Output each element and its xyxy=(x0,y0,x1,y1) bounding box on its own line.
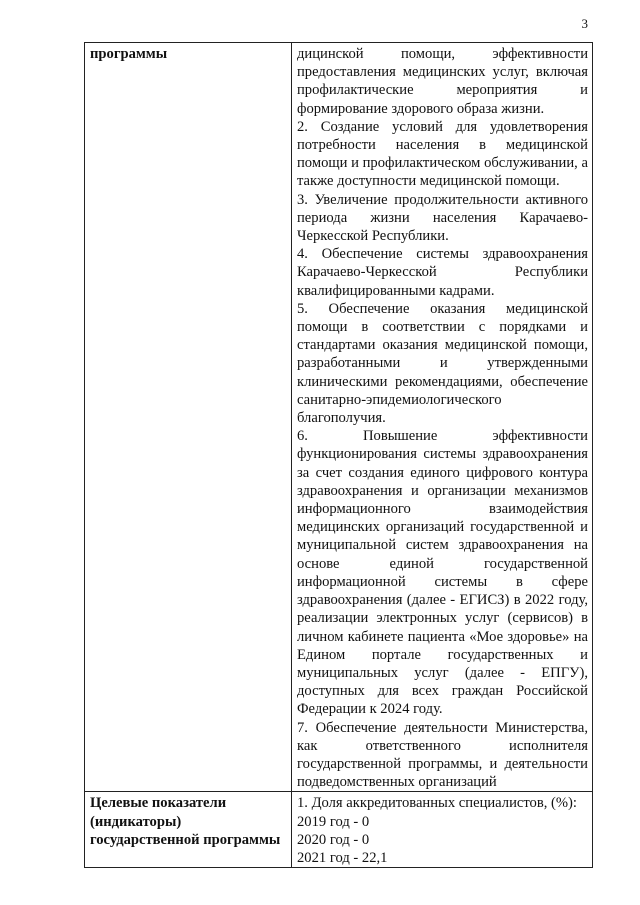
list-item: 2020 год - 0 xyxy=(297,831,370,848)
list-item: 1. Доля аккредитованных специалистов, (%): xyxy=(297,795,577,812)
list-item: 2019 год - 0 xyxy=(297,813,370,830)
list-item: 5. Обеспечение оказания медицинской помощи в соответствии с порядками и стандартами оказания медицинской помощи, разработанными и утвержденными клиническими рекомендациями, обеспечение санитарно-эпидемиологического благополучия. xyxy=(297,300,588,427)
list-item: 6. Повышение эффективности функционирования системы здравоохранения за счет создания единого цифрового контура здравоохранения и организации механизмов информационного взаимодействия медицинских организаций государственной и муниципальной систем здравоохранения на основе единой государственной информационной системы в сфере здравоохранения (далее - ЕГИСЗ) в 2022 году, реализации электронных услуг (сервисов) в личном кабинете пациента «Мое здоровье» на Едином портале государственных и муниципальных услуг (далее - ЕПГУ), доступных для всех граждан Российской Федерации к 2024 году. xyxy=(297,428,588,718)
row-label: программы xyxy=(85,43,292,792)
page-number: 3 xyxy=(581,16,588,31)
row-content xyxy=(292,43,593,792)
program-passport-table xyxy=(84,42,593,868)
table-row xyxy=(85,43,593,792)
table-row xyxy=(85,792,593,868)
list-item: 2. Создание условий для удовлетворения потребности населения в медицинской помощи и профилактическом обслуживании, а также доступности медицинской помощи. xyxy=(297,118,588,190)
list-item: 2021 год - 22,1 xyxy=(297,849,388,866)
row-label: Целевые показатели (индикаторы) государственной программы xyxy=(85,792,292,868)
list-item: 7. Обеспечение деятельности Министерства, как ответственного исполнителя государственной программы, и деятельности подведомственных организаций xyxy=(297,719,588,791)
list-item: 4. Обеспечение системы здравоохранения Карачаево-Черкесской Республики квалифицированными кадрами. xyxy=(297,246,588,299)
list-item: дицинской помощи, эффективности предоставления медицинских услуг, включая профилактические мероприятия и формирование здорового образа жизни. xyxy=(297,46,588,117)
row-content xyxy=(292,792,593,868)
list-item: 3. Увеличение продолжительности активного периода жизни населения Карачаево-Черкесской Республики. xyxy=(297,191,588,245)
